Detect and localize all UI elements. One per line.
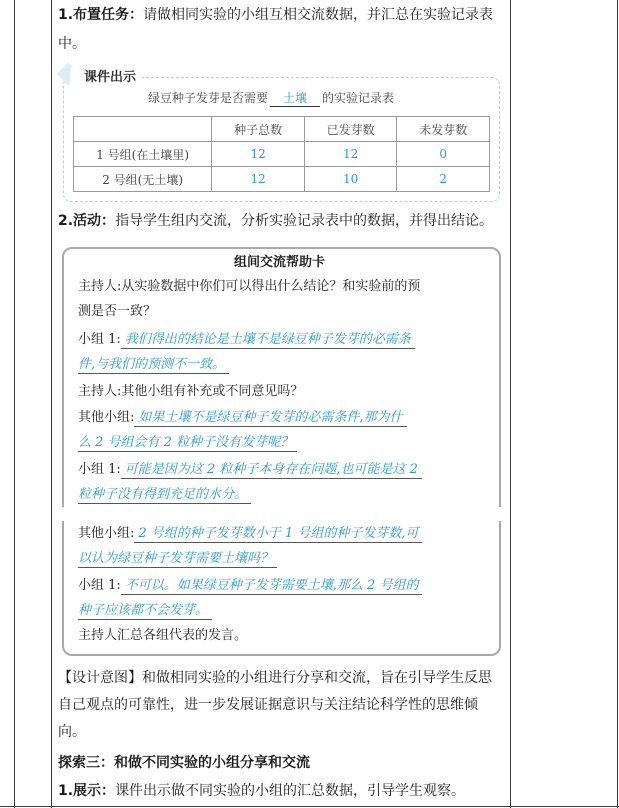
handwritten-answer: 2 号组的种子发芽数小于 1 号组的种子发芽数,可 [134, 526, 422, 543]
record-table-title [148, 88, 394, 108]
intent-line1: 【设计意图】和做相同实验的小组进行分享和交流，旨在引导学生反思 [58, 670, 492, 686]
cell-not-sprouted: 0 [397, 142, 490, 167]
explore3-title: 探索三：和做不同实验的小组分享和交流 [58, 755, 310, 771]
header-cell: 未发芽数 [397, 117, 490, 142]
dialog-line [78, 601, 212, 621]
table-row [74, 142, 490, 167]
handwritten-answer: 不可以。如果绿豆种子发芽需要土壤,那么 2 号组的 [121, 578, 423, 595]
speaker-label: 小组 1: [78, 578, 121, 593]
host-line3: 主持人:其他小组有补充或不同意见吗？ [78, 384, 304, 399]
table-border-left [14, 0, 15, 808]
courseware-tag: 课件出示 [70, 68, 142, 88]
header-cell: 种子总数 [212, 117, 305, 142]
speaker-label: 小组 1: [78, 332, 121, 347]
step1-line1 [58, 4, 493, 26]
table-header-row [74, 117, 490, 142]
dialog-line [78, 460, 422, 480]
handwritten-answer: 件,与我们的预测不一致。 [78, 357, 229, 374]
dialog-line [78, 524, 422, 544]
title-blank-answer: 土壤 [270, 90, 320, 107]
table-row [74, 167, 490, 192]
step1-label: 1.布置任务： [58, 7, 144, 23]
row-label: 2 号组(无土壤) [74, 167, 212, 192]
intent-line3: 向。 [58, 724, 86, 740]
record-table [73, 116, 490, 192]
cell-sprouted: 12 [304, 142, 397, 167]
cell-sprouted: 10 [304, 167, 397, 192]
handwritten-answer: 我们得出的结论是土壤不是绿豆种子发芽的必需条 [121, 332, 415, 349]
dialog-line [78, 408, 407, 428]
handwritten-answer: 可能是因为这 2 粒种子本身存在问题,也可能是这 2 [121, 462, 422, 479]
speaker-label: 其他小组: [78, 526, 135, 541]
handwritten-answer: 种子应该都不会发芽。 [78, 603, 212, 620]
title-suffix: 的实验记录表 [322, 91, 395, 105]
table-border-bottom [0, 806, 619, 807]
handwritten-answer: 以认为绿豆种子发芽需要土壤吗？ [78, 551, 277, 568]
dialog-line [78, 330, 415, 350]
cell-not-sprouted: 2 [397, 167, 490, 192]
host-line2: 测是否一致？ [78, 304, 157, 319]
host-line4: 主持人汇总各组代表的发言。 [78, 628, 248, 643]
dialog-line [78, 576, 422, 596]
table-border-right-inner [510, 0, 511, 808]
handwritten-answer: 么 2 号组会有 2 粒种子没有发芽呢？ [78, 435, 297, 452]
dialog-line [78, 433, 297, 453]
speaker-label: 小组 1: [78, 462, 121, 477]
card-page-break [56, 507, 506, 521]
display-line [58, 780, 465, 802]
title-prefix: 绿豆种子发芽是否需要 [148, 91, 269, 105]
table-border-right [617, 0, 618, 808]
display-label: 1.展示： [58, 783, 116, 799]
dialog-line [78, 549, 277, 569]
step1-text-cont: 中。 [58, 36, 86, 52]
host-line1: 主持人:从实验数据中你们可以得出什么结论？和实验前的预 [78, 279, 421, 294]
dialog-line [78, 485, 251, 505]
step2-line [58, 210, 493, 232]
intent-line2: 自己观点的可靠性，进一步发展证据意识与关注结论科学性的思维倾 [58, 697, 478, 713]
cell-total: 12 [212, 167, 305, 192]
handwritten-answer: 粒种子没有得到充足的水分。 [78, 487, 251, 504]
dialog-line [78, 355, 229, 375]
card-title: 组间交流帮助卡 [233, 255, 325, 270]
step2-label: 2.活动： [58, 213, 116, 229]
display-text: 课件出示做不同实验的小组的汇总数据，引导学生观察。 [115, 783, 466, 799]
row-label: 1 号组(在土壤里) [74, 142, 212, 167]
header-cell [74, 117, 212, 142]
cell-total: 12 [212, 142, 305, 167]
table-border-inner [51, 0, 52, 808]
speaker-label: 其他小组: [78, 410, 135, 425]
step2-text: 指导学生组内交流，分析实验记录表中的数据，并得出结论。 [115, 213, 494, 229]
step1-text: 请做相同实验的小组互相交流数据，并汇总在实验记录表 [143, 7, 494, 23]
handwritten-answer: 如果土壤不是绿豆种子发芽的必需条件,那为什 [134, 410, 406, 427]
header-cell: 已发芽数 [304, 117, 397, 142]
